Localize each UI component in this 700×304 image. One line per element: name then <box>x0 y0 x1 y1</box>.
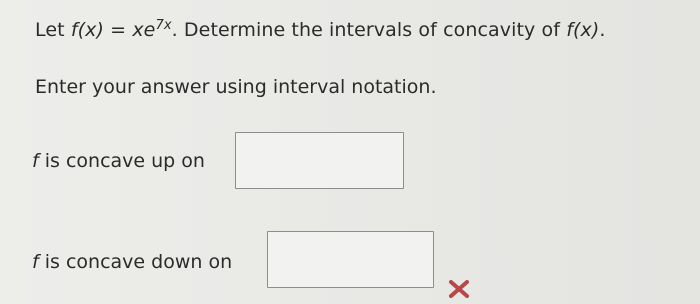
concave-up-input[interactable] <box>236 133 403 188</box>
concave-up-text: is concave up on <box>38 150 205 172</box>
instruction-text: Enter your answer using interval notation. <box>35 76 437 98</box>
concave-down-answer-box[interactable] <box>267 231 434 288</box>
concave-down-input[interactable] <box>268 232 433 287</box>
concave-up-var: f <box>32 150 39 172</box>
concave-down-text: is concave down on <box>38 251 233 273</box>
equals-sign: = <box>104 19 133 41</box>
question-body: . Determine the intervals of concavity of <box>171 19 567 41</box>
function-name-2: f(x) <box>566 19 600 41</box>
question-period: . <box>599 19 606 41</box>
function-exponent: 7x <box>155 18 172 33</box>
function-base: xe <box>132 19 156 41</box>
question-prefix: Let <box>35 19 71 41</box>
question-text <box>35 19 606 41</box>
function-name: f(x) <box>70 19 105 41</box>
concave-up-label <box>32 150 205 172</box>
concave-up-answer-box[interactable] <box>235 132 404 189</box>
concave-down-var: f <box>32 251 39 273</box>
concave-down-label <box>32 251 232 273</box>
x-mark-icon <box>448 279 470 299</box>
